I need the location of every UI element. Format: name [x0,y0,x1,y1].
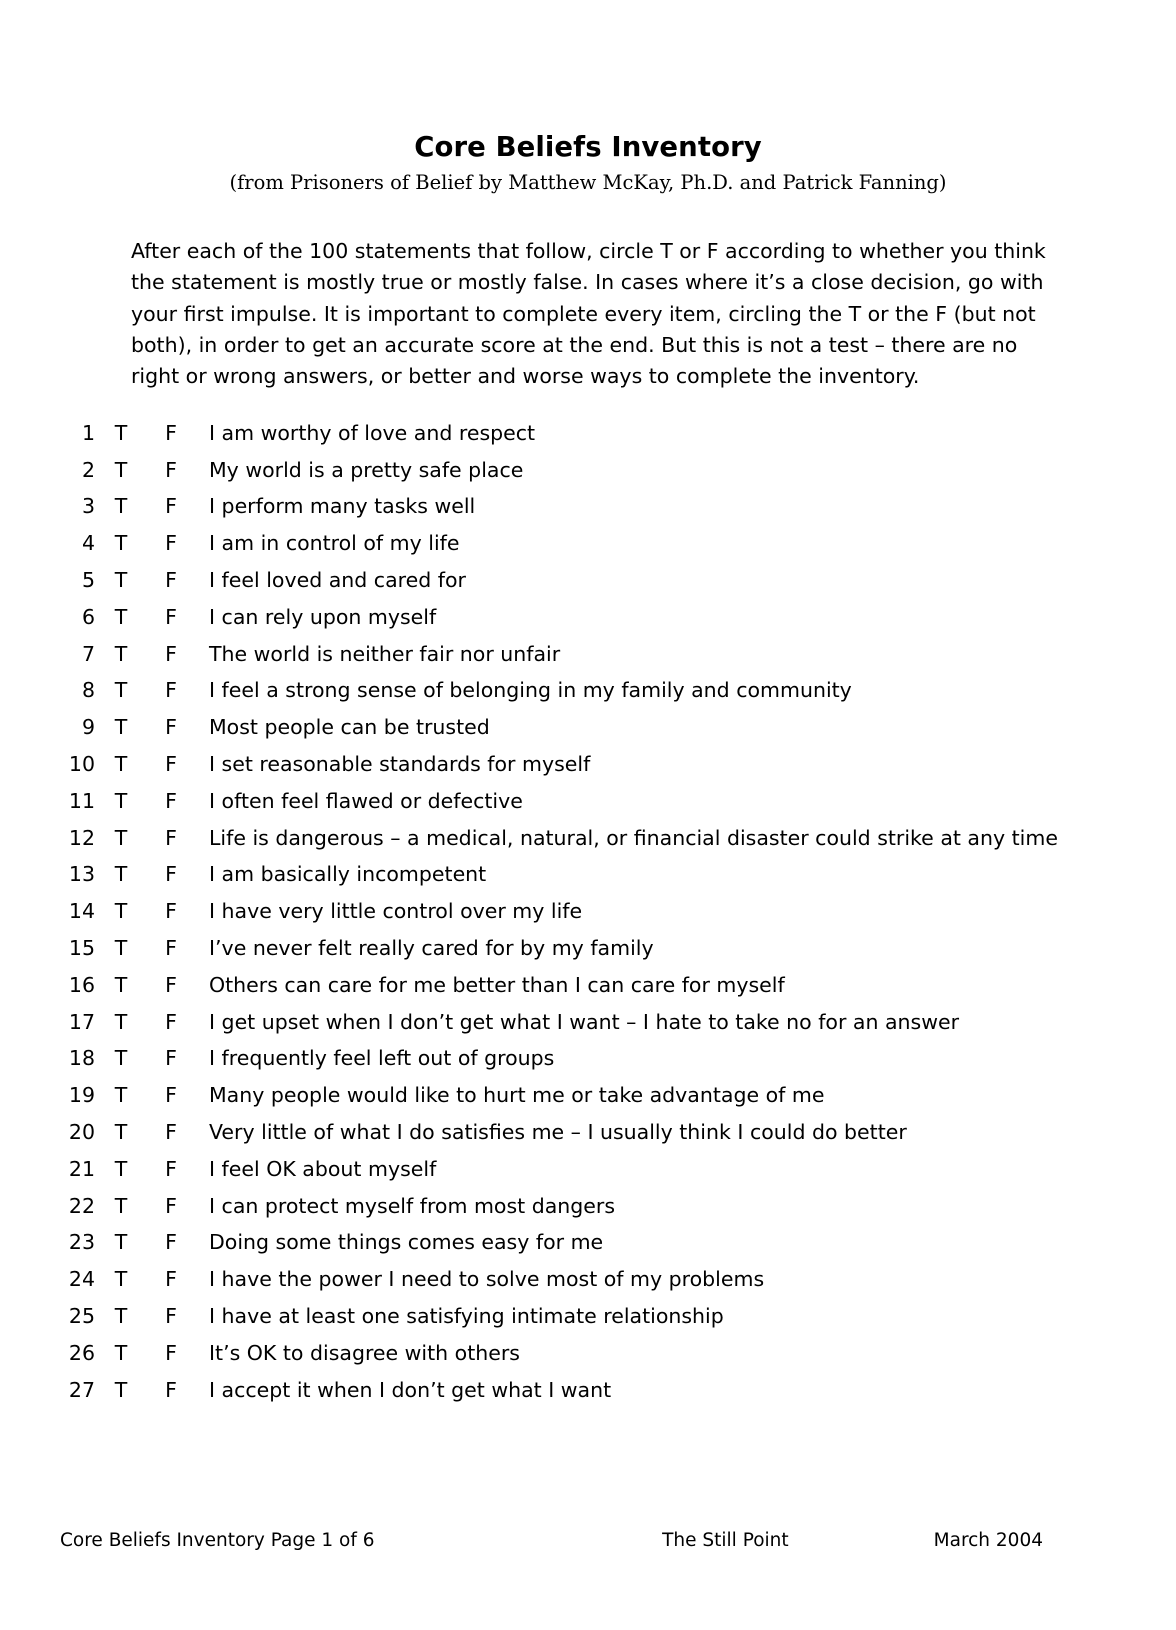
item-statement: I have very little control over my life [209,899,583,924]
item-true-option[interactable]: T [114,1083,128,1108]
item-statement: I am worthy of love and respect [209,420,536,445]
item-number: 24 [68,1267,95,1292]
item-true-option[interactable]: T [114,568,128,592]
item-false-option[interactable]: F [165,1156,177,1181]
inventory-items-list [0,421,1176,1415]
inventory-item-row [0,1010,1176,1047]
item-false-option[interactable]: F [165,1083,177,1108]
item-true-option[interactable]: T [114,604,128,629]
item-false-option[interactable]: F [165,1119,177,1144]
footer-publisher: The Still Point [662,1530,789,1551]
instructions-paragraph: After each of the 100 statements that follow, circle T or F according to whether you think the statement is mostly true or mostly false. In cases where it’s a close decision, go with your first impulse. It is important to complete every item, circling the T or the F (but not both), in order to get an accurate score at the end. But this is not a test – there are no right or wrong answers, or better and worse ways to complete the inventory. [131,239,1046,389]
inventory-item-row [0,605,1176,642]
item-false-option[interactable]: F [165,935,177,960]
inventory-item-row [0,1304,1176,1341]
page-title: Core Beliefs Inventory [414,131,762,163]
item-statement: I feel OK about myself [209,1156,437,1181]
item-statement: Life is dangerous – a medical, natural, or financial disaster could strike at any time [209,825,1058,850]
item-true-option[interactable]: T [114,935,128,960]
item-statement: Others can care for me better than I can care for myself [209,972,785,997]
item-statement: I perform many tasks well [209,494,476,519]
item-true-option[interactable]: T [114,1230,128,1255]
item-false-option[interactable]: F [165,604,177,629]
item-statement: I am in control of my life [209,531,460,556]
item-false-option[interactable]: F [165,641,177,666]
item-true-option[interactable]: T [114,641,128,666]
item-false-option[interactable]: F [165,972,177,997]
item-false-option[interactable]: F [165,788,177,813]
inventory-item-row [0,1341,1176,1378]
item-false-option[interactable]: F [165,1377,177,1402]
item-statement: I can protect myself from most dangers [209,1193,616,1218]
item-number: 19 [68,1083,95,1108]
item-statement: I get upset when I don’t get what I want – I hate to take no for an answer [209,1009,960,1034]
item-true-option[interactable]: T [114,1009,128,1034]
inventory-item-row [0,678,1176,715]
item-number: 22 [68,1193,95,1218]
item-number: 14 [68,899,95,924]
item-true-option[interactable]: T [114,1156,128,1181]
item-true-option[interactable]: T [114,751,128,776]
inventory-item-row [0,568,1176,605]
item-number: 11 [68,788,95,813]
inventory-item-row [0,458,1176,495]
item-statement: Doing some things comes easy for me [209,1230,604,1255]
item-true-option[interactable]: T [114,825,128,850]
inventory-item-row [0,642,1176,679]
inventory-item-row [0,752,1176,789]
footer-date: March 2004 [933,1530,1043,1551]
item-true-option[interactable]: T [114,457,128,482]
item-number: 4 [81,531,95,556]
inventory-item-row [0,1046,1176,1083]
inventory-item-row [0,936,1176,973]
item-false-option[interactable]: F [165,1340,177,1365]
item-statement: I set reasonable standards for myself [209,751,591,776]
item-true-option[interactable]: T [114,899,128,924]
item-number: 18 [68,1046,95,1071]
item-false-option[interactable]: F [165,862,177,887]
item-true-option[interactable]: T [114,531,128,556]
item-number: 21 [68,1156,95,1181]
inventory-item-row [0,1083,1176,1120]
inventory-item-row [0,1230,1176,1267]
inventory-item-row [0,1267,1176,1304]
item-statement: I’ve never felt really cared for by my family [209,935,654,960]
item-true-option[interactable]: T [114,1303,128,1328]
inventory-item-row [0,715,1176,752]
item-number: 9 [81,715,95,740]
item-true-option[interactable]: T [114,1340,128,1365]
item-false-option[interactable]: F [165,678,177,703]
item-false-option[interactable]: F [165,751,177,776]
item-false-option[interactable]: F [165,1009,177,1034]
item-statement: Very little of what I do satisfies me – I usually think I could do better [209,1119,907,1144]
item-false-option[interactable]: F [165,531,177,556]
item-statement: I accept it when I don’t get what I want [209,1377,612,1402]
inventory-item-row [0,826,1176,863]
item-false-option[interactable]: F [165,899,177,924]
item-statement: My world is a pretty safe place [209,457,524,482]
item-false-option[interactable]: F [165,1230,177,1255]
item-true-option[interactable]: T [114,420,128,445]
item-number: 5 [81,568,95,592]
inventory-item-row [0,494,1176,531]
item-number: 13 [68,862,95,887]
item-true-option[interactable]: T [114,678,128,703]
inventory-item-row [0,1194,1176,1231]
item-false-option[interactable]: F [165,825,177,850]
inventory-item-row [0,421,1176,458]
item-statement: I frequently feel left out of groups [209,1046,555,1071]
item-statement: I feel loved and cared for [209,568,466,592]
item-number: 7 [81,641,95,666]
item-statement: I have at least one satisfying intimate relationship [209,1303,724,1328]
item-true-option[interactable]: T [114,972,128,997]
item-true-option[interactable]: T [114,788,128,813]
item-true-option[interactable]: T [114,1119,128,1144]
inventory-item-row [0,973,1176,1010]
item-statement: Most people can be trusted [209,715,490,740]
inventory-item-row [0,1120,1176,1157]
item-number: 2 [81,457,95,482]
item-false-option[interactable]: F [165,568,177,592]
item-number: 16 [68,972,95,997]
inventory-item-row [0,531,1176,568]
item-number: 17 [68,1009,95,1034]
item-statement: I feel a strong sense of belonging in my family and community [209,678,852,703]
item-false-option[interactable]: F [165,1303,177,1328]
item-statement: I often feel flawed or defective [209,788,523,813]
item-number: 15 [68,935,95,960]
item-true-option[interactable]: T [114,862,128,887]
item-statement: The world is neither fair nor unfair [209,641,561,666]
inventory-item-row [0,862,1176,899]
item-number: 3 [81,494,95,519]
item-false-option[interactable]: F [165,1046,177,1071]
item-true-option[interactable]: T [114,715,128,740]
document-subtitle: (from Prisoners of Belief by Matthew McKay, Ph.D. and Patrick Fanning) [229,170,947,194]
footer-document-name: Core Beliefs Inventory Page 1 of 6 [60,1530,375,1551]
item-number: 12 [68,825,95,850]
item-number: 27 [68,1377,95,1402]
item-number: 8 [81,678,95,703]
item-true-option[interactable]: T [114,1046,128,1071]
inventory-item-row [0,1157,1176,1194]
inventory-item-row [0,899,1176,936]
item-statement: I have the power I need to solve most of my problems [209,1267,765,1292]
item-number: 20 [68,1119,95,1144]
item-number: 6 [81,604,95,629]
item-false-option[interactable]: F [165,457,177,482]
item-true-option[interactable]: T [114,1193,128,1218]
item-statement: It’s OK to disagree with others [209,1340,520,1365]
inventory-item-row [0,1378,1176,1415]
page-footer [0,1530,1176,1551]
item-false-option[interactable]: F [165,1193,177,1218]
item-false-option[interactable]: F [165,1267,177,1292]
item-true-option[interactable]: T [114,494,128,519]
item-statement: I can rely upon myself [209,604,437,629]
item-true-option[interactable]: T [114,1377,128,1402]
item-statement: I am basically incompetent [209,862,487,887]
inventory-item-row [0,789,1176,826]
document-header [0,0,1176,194]
item-true-option[interactable]: T [114,1267,128,1292]
item-number: 23 [68,1230,95,1255]
item-number: 10 [68,751,95,776]
item-number: 26 [68,1340,95,1365]
item-false-option[interactable]: F [165,494,177,519]
item-number: 25 [68,1303,95,1328]
item-false-option[interactable]: F [165,420,177,445]
item-false-option[interactable]: F [165,715,177,740]
item-statement: Many people would like to hurt me or take advantage of me [209,1083,825,1108]
item-number: 1 [81,420,95,445]
